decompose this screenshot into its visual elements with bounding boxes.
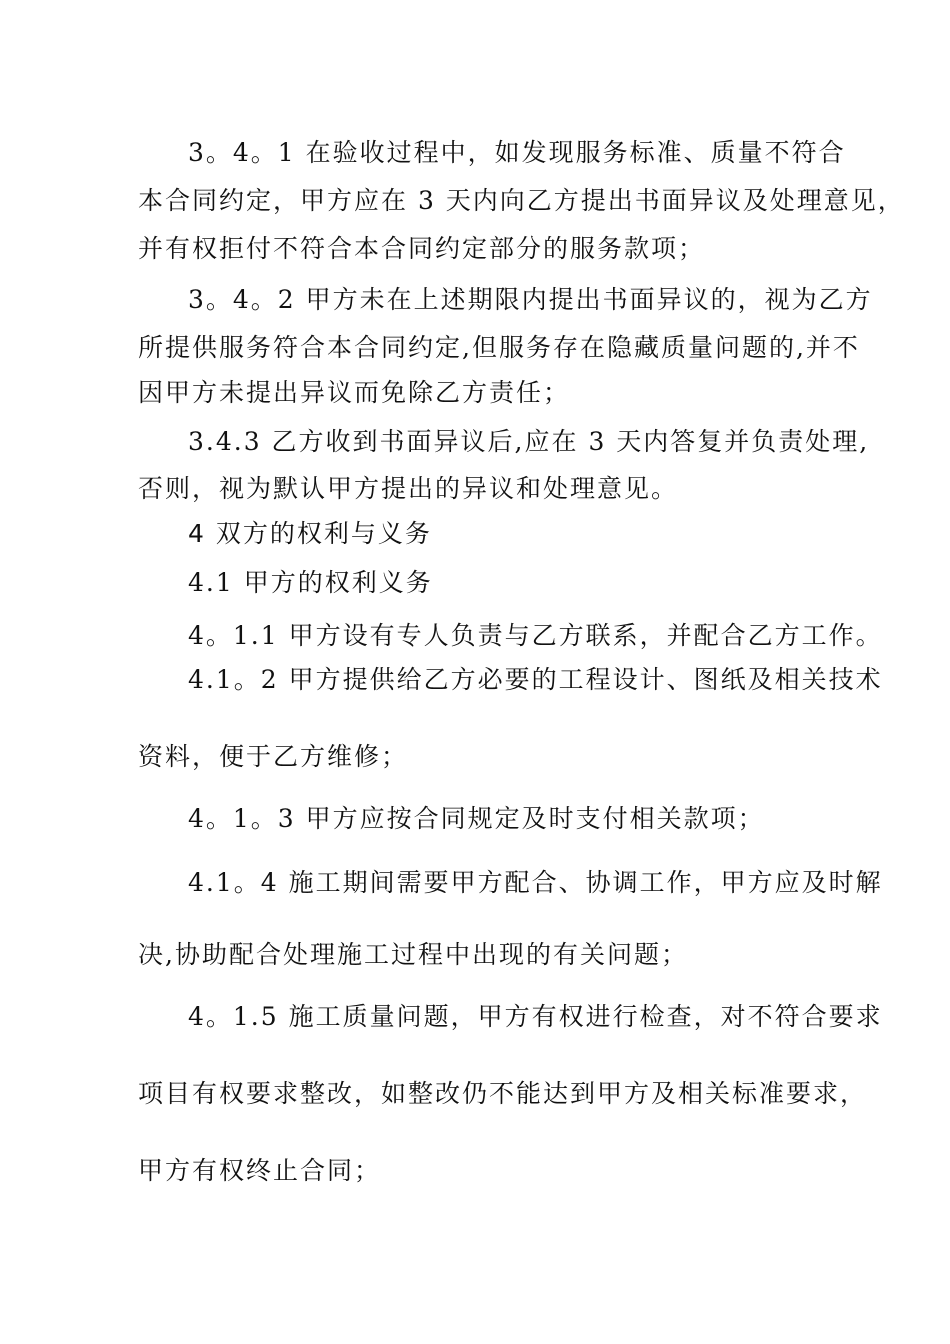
paragraph-line: 4.1。2 甲方提供给乙方必要的工程设计、图纸及相关技术 [188,665,883,694]
paragraph-line: 4。1.5 施工质量问题，甲方有权进行检查，对不符合要求 [188,1002,883,1031]
paragraph-line: 所提供服务符合本合同约定,但服务存在隐藏质量问题的,并不 [138,333,860,362]
section-heading: 4 双方的权利与义务 [188,519,432,548]
paragraph-line: 3。4。1 在验收过程中，如发现服务标准、质量不符合 [188,138,846,167]
paragraph-line: 3。4。2 甲方未在上述期限内提出书面异议的，视为乙方 [188,285,873,314]
paragraph-line: 决,协助配合处理施工过程中出现的有关问题； [138,940,688,969]
paragraph-line: 资料，便于乙方维修； [138,742,409,771]
paragraph-line: 4。1。3 甲方应按合同规定及时支付相关款项； [188,804,765,833]
paragraph-line: 本合同约定，甲方应在 3 天内向乙方提出书面异议及处理意见， [138,186,905,215]
paragraph-line: 甲方有权终止合同； [138,1156,382,1185]
paragraph-line: 并有权拒付不符合本合同约定部分的服务款项； [138,234,706,263]
paragraph-line: 否则，视为默认甲方提出的异议和处理意见。 [138,474,679,503]
paragraph-line: 3.4.3 乙方收到书面异议后,应在 3 天内答复并负责处理, [188,427,870,456]
paragraph-line: 4.1。4 施工期间需要甲方配合、协调工作，甲方应及时解 [188,868,883,897]
paragraph-line: 因甲方未提出异议而免除乙方责任； [138,378,571,407]
subsection-heading: 4.1 甲方的权利义务 [188,568,433,597]
paragraph-line: 项目有权要求整改，如整改仍不能达到甲方及相关标准要求， [138,1079,868,1108]
paragraph-line: 4。1.1 甲方设有专人负责与乙方联系，并配合乙方工作。 [188,621,883,650]
